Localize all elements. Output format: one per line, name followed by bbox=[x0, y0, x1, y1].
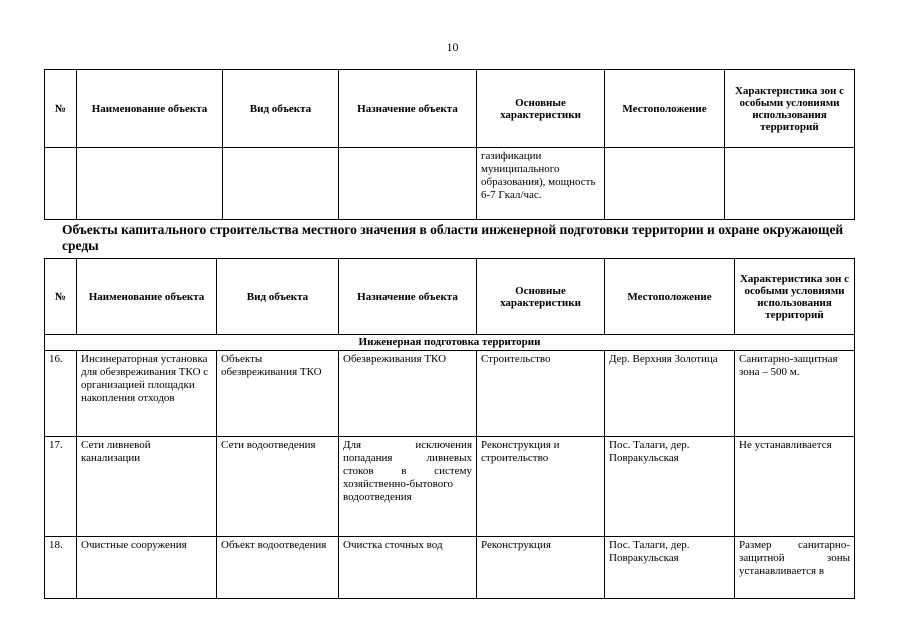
header-location: Местоположение bbox=[605, 259, 735, 335]
cell-purpose: Для исключения попадания ливневых стоков в систему хозяйственно-бытового водоотведения bbox=[339, 437, 477, 537]
cell-purpose: Обезвреживания ТКО bbox=[339, 351, 477, 437]
objects-table bbox=[44, 258, 855, 599]
cell-characteristics: газификации муниципального образования), мощность 6-7 Гкал/час. bbox=[477, 148, 605, 220]
cell-location bbox=[605, 148, 725, 220]
header-purpose: Назначение объекта bbox=[339, 70, 477, 148]
cell-num: 16. bbox=[45, 351, 77, 437]
cell-name: Очистные сооружения bbox=[77, 537, 217, 599]
table-header-row bbox=[45, 259, 855, 335]
table-row bbox=[45, 148, 855, 220]
table-row bbox=[45, 351, 855, 437]
cell-type: Объекты обезвреживания ТКО bbox=[217, 351, 339, 437]
header-purpose: Назначение объекта bbox=[339, 259, 477, 335]
cell-purpose: Очистка сточных вод bbox=[339, 537, 477, 599]
section-heading: Объекты капитального строительства местного значения в области инженерной подготовки территории и охране окружающей среды bbox=[62, 222, 844, 253]
cell-location: Пос. Талаги, дер. Повракульская bbox=[605, 537, 735, 599]
page-number: 10 bbox=[446, 40, 459, 54]
cell-type: Сети водоотведения bbox=[217, 437, 339, 537]
cell-type: Объект водоотведения bbox=[217, 537, 339, 599]
cell-purpose bbox=[339, 148, 477, 220]
header-num: № bbox=[45, 70, 77, 148]
cell-zones: Не устанавливается bbox=[735, 437, 855, 537]
header-zones: Характеристика зон с особыми условиями использования территорий bbox=[725, 70, 855, 148]
header-name: Наименование объекта bbox=[77, 259, 217, 335]
cell-type bbox=[223, 148, 339, 220]
table-row bbox=[45, 537, 855, 599]
cell-location: Дер. Верхняя Золотица bbox=[605, 351, 735, 437]
cell-location: Пос. Талаги, дер. Повракульская bbox=[605, 437, 735, 537]
header-name: Наименование объекта bbox=[77, 70, 223, 148]
header-num: № bbox=[45, 259, 77, 335]
subheading-cell: Инженерная подготовка территории bbox=[45, 335, 855, 351]
cell-characteristics: Строительство bbox=[477, 351, 605, 437]
table-row bbox=[45, 437, 855, 537]
header-type: Вид объекта bbox=[223, 70, 339, 148]
table-header-row bbox=[45, 70, 855, 148]
header-type: Вид объекта bbox=[217, 259, 339, 335]
table-subheading-row bbox=[45, 335, 855, 351]
cell-num: 18. bbox=[45, 537, 77, 599]
cell-characteristics: Реконструкция и строительство bbox=[477, 437, 605, 537]
header-zones: Характеристика зон с особыми условиями использования территорий bbox=[735, 259, 855, 335]
cell-num bbox=[45, 148, 77, 220]
cell-num: 17. bbox=[45, 437, 77, 537]
table-continuation bbox=[44, 69, 855, 220]
cell-zones: Санитарно-защитная зона – 500 м. bbox=[735, 351, 855, 437]
cell-name: Инсинераторная установка для обезвреживания ТКО с организацией площадки накопления отходов bbox=[77, 351, 217, 437]
cell-characteristics: Реконструкция bbox=[477, 537, 605, 599]
cell-zones: Размер санитарно-защитной зоны устанавливается в bbox=[735, 537, 855, 599]
cell-name: Сети ливневой канализации bbox=[77, 437, 217, 537]
header-characteristics: Основные характеристики bbox=[477, 259, 605, 335]
header-characteristics: Основные характеристики bbox=[477, 70, 605, 148]
cell-zones bbox=[725, 148, 855, 220]
cell-name bbox=[77, 148, 223, 220]
header-location: Местоположение bbox=[605, 70, 725, 148]
